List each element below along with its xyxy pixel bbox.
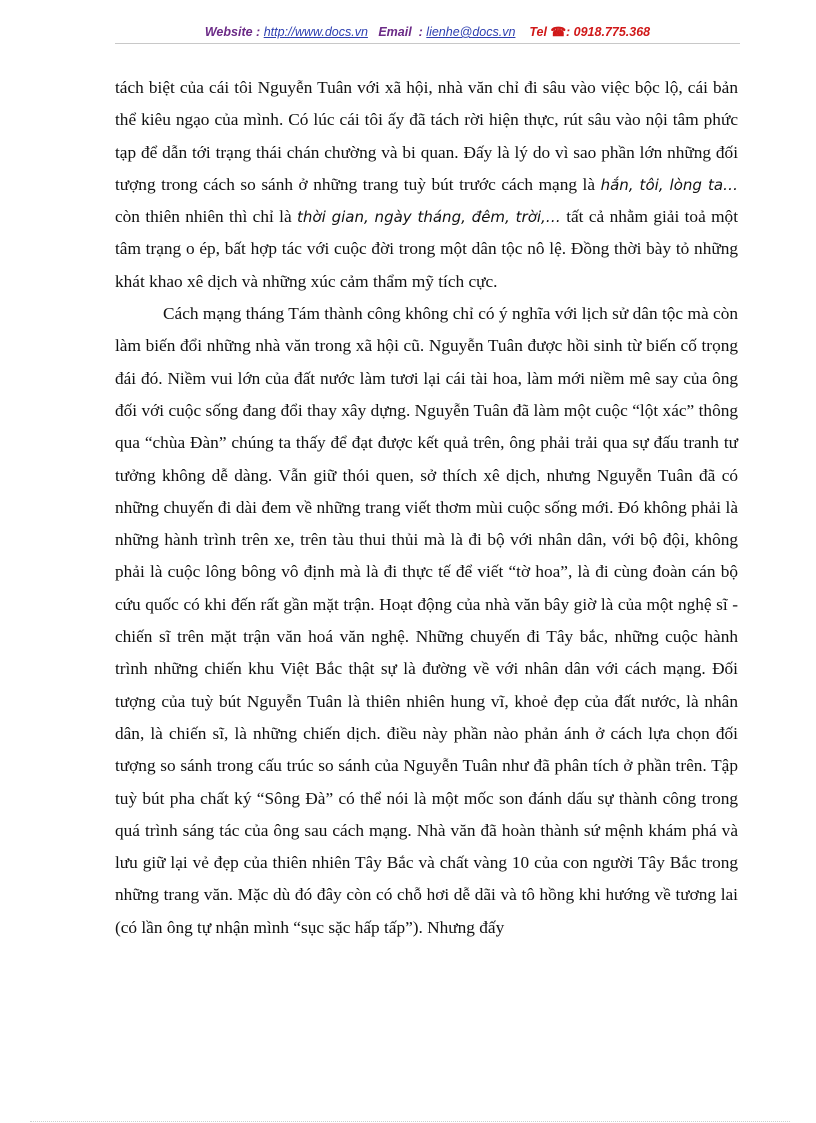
tel-label: Tel (529, 25, 547, 39)
header-divider (115, 43, 740, 44)
email-separator: : (418, 25, 423, 39)
paragraph-1 (115, 72, 738, 298)
website-link[interactable]: http://www.docs.vn (263, 25, 368, 39)
phone-icon: ☎ (550, 25, 567, 39)
paragraph-1-text-b: còn thiên nhiên thì chỉ là (115, 207, 298, 227)
page-header (115, 24, 740, 39)
email-label: Email (378, 25, 412, 39)
email-link[interactable]: lienhe@docs.vn (426, 25, 516, 39)
paragraph-1-text-c: tất cả nhằm giải toả một tâm trạng o ép, bất hợp tác với cuộc đời trong một dân tộc nô lệ. Đồng thời bày tỏ những khát khao xê dịch và những xúc cảm thẩm mỹ tích cực. (115, 207, 739, 291)
paragraph-1-text-a: tách biệt của cái tôi Nguyễn Tuân với xã hội, nhà văn chỉ đi sâu vào việc bộc lộ, cái bản thể kiêu ngạo của mình. Có lúc cái tôi ấy đã tách rời hiện thực, rút sâu vào nội tâm phức tạp để dẫn tới trạng thái chán chường và bi quan. Đấy là lý do vì sao phần lớn những đối tượng trong cách so sánh ở những trang tuỳ bút trước cách mạng là (115, 78, 738, 194)
paragraph-1-italic-a: hắn, tôi, lòng ta… (600, 175, 739, 194)
paragraph-1-italic-b: thời gian, ngày tháng, đêm, trời,… (297, 208, 561, 227)
phone-number: : 0918.775.368 (566, 25, 651, 39)
paragraph-2: Cách mạng tháng Tám thành công không chỉ có ý nghĩa với lịch sử dân tộc mà còn làm biến đổi những nhà văn trong xã hội cũ. Nguyễn Tuân được hồi sinh từ biến cố trọng đái đó. Niềm vui lớn của đất nước làm tươi lại cái tài hoa, làm mới niềm mê say của ông đối với cuộc sống đang đổi thay xây dựng. Nguyễn Tuân đã làm một cuộc “lột xác” thông qua “chùa Đàn” chúng ta thấy để đạt được kết quả trên, ông phải trải qua sự đấu tranh tư tưởng không dễ dàng. Vẫn giữ thói quen, sở thích xê dịch, nhưng Nguyễn Tuân đã có những chuyến đi dài đem về những trang viết thơm mùi cuộc sống mới. Đó không phải là những hành trình trên xe, trên tàu thui thủi mà là đi bộ với nhân dân, với bộ đội, không phải là cuộc lông bông vô định mà là đi thực tế để viết “tờ hoa”, là đi cùng đoàn cán bộ cứu quốc có khi đến rất gần mặt trận. Hoạt động của nhà văn bây giờ là của một nghệ sĩ - chiến sĩ trên mặt trận văn hoá văn nghệ. Những chuyến đi Tây bắc, những cuộc hành trình những chiến khu Việt Bắc thật sự là đường về với nhân dân với cách mạng. Đối tượng của tuỳ bút Nguyễn Tuân là thiên nhiên hung vĩ, khoẻ đẹp của đất nước, là nhân dân, là chiến sĩ, là những chiến dịch. điều này phần nào phản ánh ở cách lựa chọn đối tượng so sánh trong cấu trúc so sánh của Nguyễn Tuân như đã phân tích ở phần trên. Tập tuỳ bút pha chất ký “Sông Đà” có thể nói là một mốc son đánh dấu sự thành công trong quá trình sáng tác của ông sau cách mạng. Nhà văn đã hoàn thành sứ mệnh khám phá và lưu giữ lại vẻ đẹp của thiên nhiên Tây Bắc và chất vàng 10 của con người Tây Bắc trong những trang văn. Mặc dù đó đây còn có chỗ hơi dễ dãi và tô hồng khi hướng về tương lai (có lần ông tự nhận mình “sục sặc hấp tấp”). Nhưng đấy (115, 304, 738, 937)
page-bottom-border (30, 1121, 790, 1122)
document-body (115, 72, 738, 944)
website-label: Website : (204, 25, 261, 39)
